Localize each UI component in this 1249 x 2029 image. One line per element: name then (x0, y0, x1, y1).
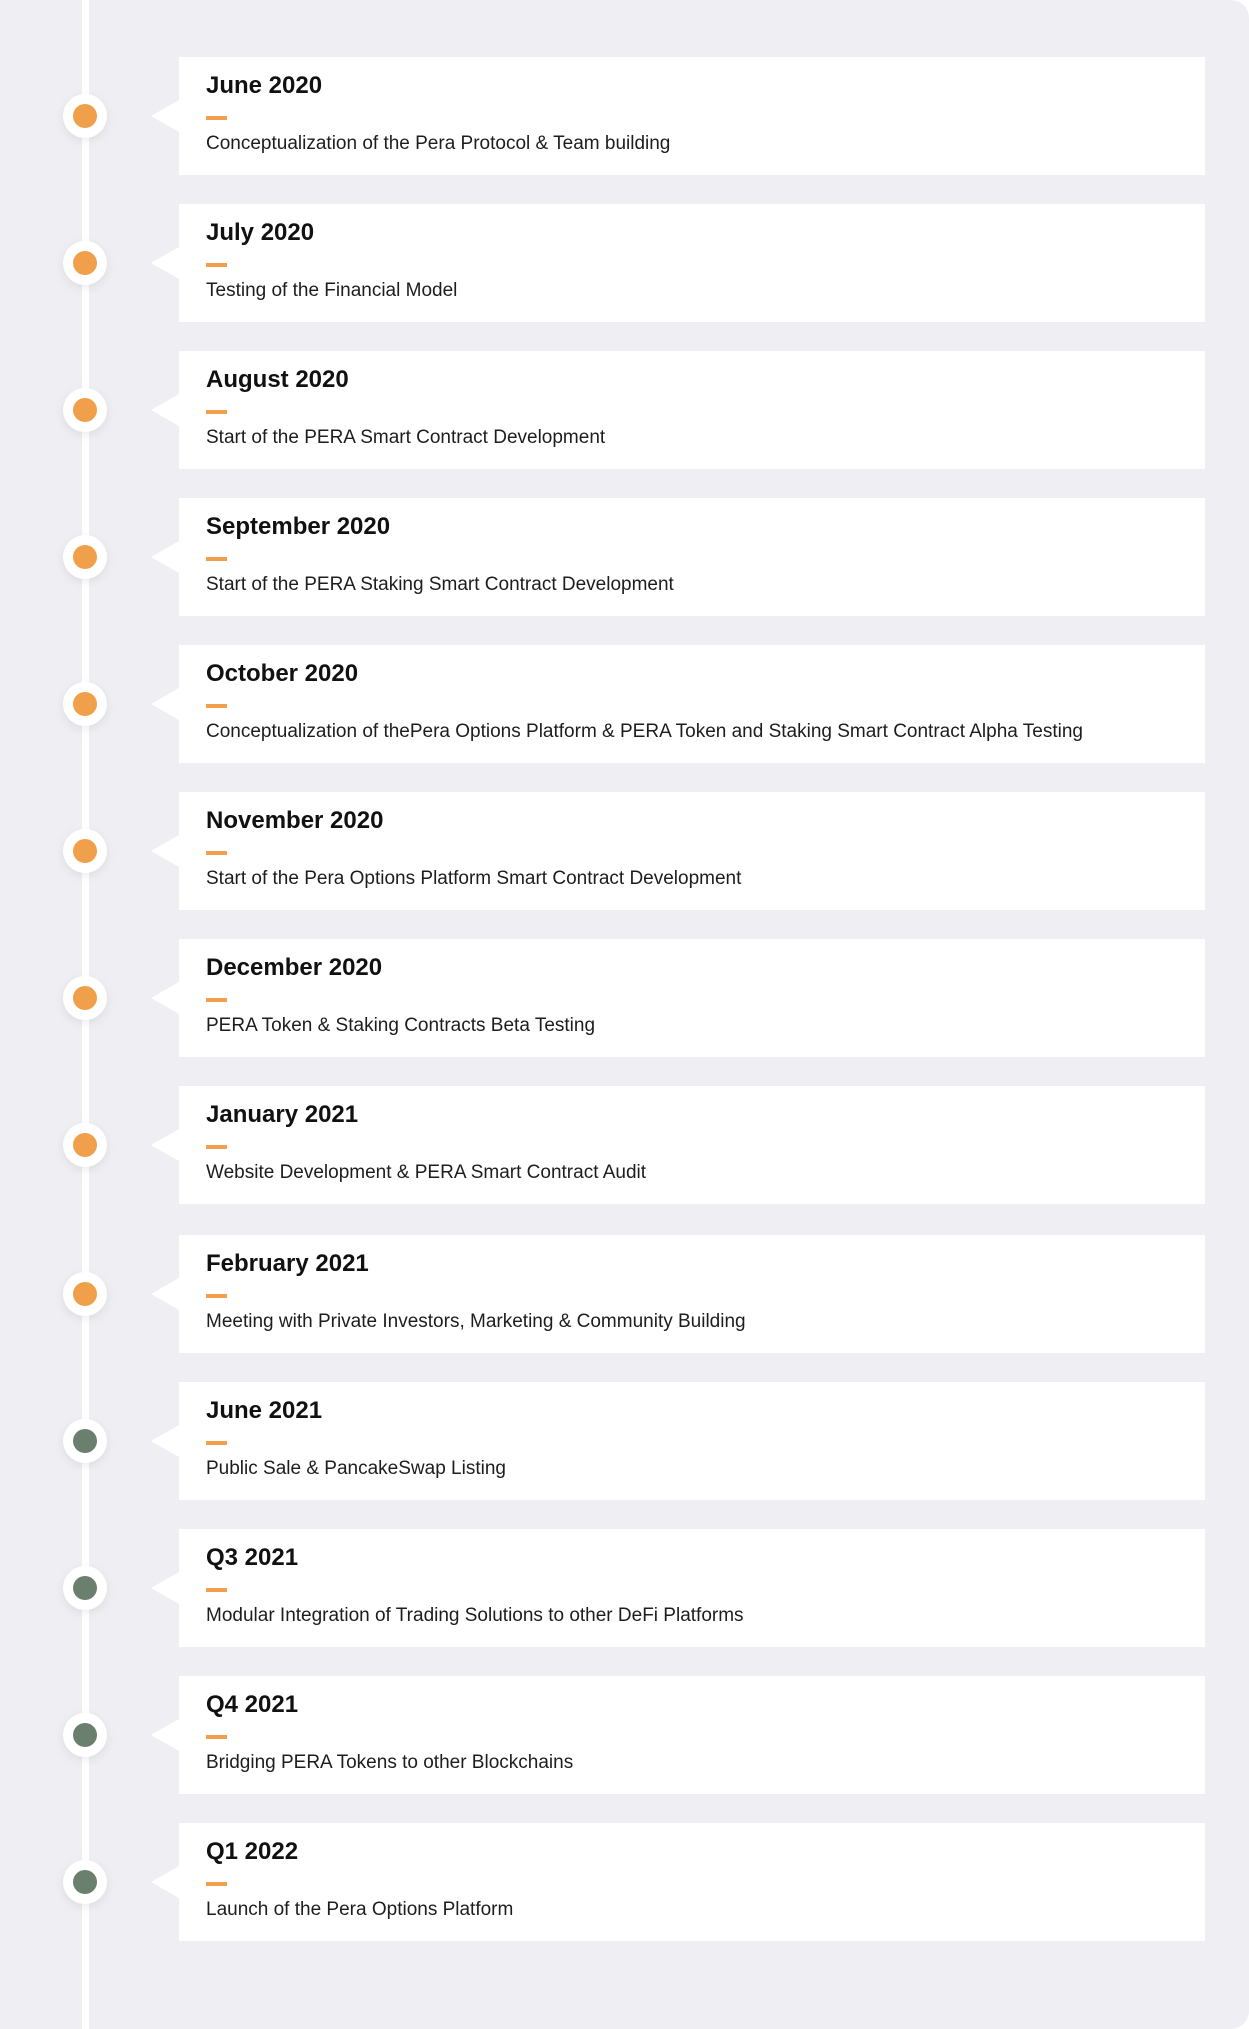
milestone (0, 1676, 1249, 1794)
accent-divider (206, 1882, 227, 1886)
milestone-description: Public Sale & PancakeSwap Listing (206, 1458, 506, 1479)
milestone-date: October 2020 (206, 660, 359, 687)
milestone-date: August 2020 (206, 366, 349, 393)
status-dot (73, 1723, 97, 1747)
timeline-node (63, 1272, 107, 1316)
accent-divider (206, 263, 227, 267)
status-dot (73, 251, 97, 275)
card-pointer (151, 394, 179, 426)
milestone-card (179, 57, 1205, 175)
milestone-description: Start of the Pera Options Platform Smart Contract Development (206, 868, 742, 889)
milestone (0, 1823, 1249, 1941)
card-pointer (151, 1866, 179, 1898)
accent-divider (206, 1735, 227, 1739)
status-dot (73, 1576, 97, 1600)
milestone-description: Conceptualization of the Pera Protocol & Team building (206, 133, 671, 154)
status-dot (73, 1282, 97, 1306)
milestone-date: July 2020 (206, 219, 315, 246)
timeline-node (63, 1123, 107, 1167)
milestone-card (179, 1823, 1205, 1941)
timeline-node (63, 1713, 107, 1757)
timeline-node (63, 388, 107, 432)
card-pointer (151, 247, 179, 279)
milestone-card (179, 204, 1205, 322)
accent-divider (206, 557, 227, 561)
timeline-node (63, 829, 107, 873)
milestone-description: Modular Integration of Trading Solutions to other DeFi Platforms (206, 1605, 744, 1626)
milestone-card (179, 645, 1205, 763)
card-pointer (151, 100, 179, 132)
timeline-node (63, 1419, 107, 1463)
milestone-description: PERA Token & Staking Contracts Beta Testing (206, 1015, 596, 1036)
status-dot (73, 986, 97, 1010)
accent-divider (206, 1145, 227, 1149)
accent-divider (206, 1294, 227, 1298)
milestone-card (179, 1235, 1205, 1353)
milestone-description: Testing of the Financial Model (206, 280, 458, 301)
accent-divider (206, 851, 227, 855)
milestone-date: December 2020 (206, 954, 383, 981)
milestone-date: September 2020 (206, 513, 391, 540)
status-dot (73, 545, 97, 569)
milestone (0, 792, 1249, 910)
milestone (0, 351, 1249, 469)
accent-divider (206, 998, 227, 1002)
timeline-node (63, 241, 107, 285)
card-pointer (151, 1572, 179, 1604)
milestone-description: Website Development & PERA Smart Contract Audit (206, 1162, 647, 1183)
status-dot (73, 1133, 97, 1157)
timeline-node (63, 535, 107, 579)
accent-divider (206, 704, 227, 708)
card-pointer (151, 1425, 179, 1457)
milestone-card (179, 498, 1205, 616)
milestone-date: June 2021 (206, 1397, 323, 1424)
milestone-date: November 2020 (206, 807, 384, 834)
status-dot (73, 1870, 97, 1894)
milestone-card (179, 1676, 1205, 1794)
milestone (0, 204, 1249, 322)
milestone-description: Conceptualization of thePera Options Platform & PERA Token and Staking Smart Contract Alpha Testing (206, 721, 1083, 742)
milestone (0, 1529, 1249, 1647)
card-pointer (151, 541, 179, 573)
status-dot (73, 839, 97, 863)
milestone-date: June 2020 (206, 72, 323, 99)
milestone (0, 57, 1249, 175)
milestone (0, 1235, 1249, 1353)
timeline-node (63, 1566, 107, 1610)
milestone (0, 1086, 1249, 1204)
milestone (0, 498, 1249, 616)
status-dot (73, 692, 97, 716)
timeline-node (63, 94, 107, 138)
card-pointer (151, 1278, 179, 1310)
milestone-card (179, 939, 1205, 1057)
milestone-description: Meeting with Private Investors, Marketing & Community Building (206, 1311, 746, 1332)
card-pointer (151, 982, 179, 1014)
milestone (0, 645, 1249, 763)
timeline-node (63, 976, 107, 1020)
accent-divider (206, 1441, 227, 1445)
timeline-node (63, 682, 107, 726)
status-dot (73, 104, 97, 128)
milestone-card (179, 792, 1205, 910)
card-pointer (151, 1719, 179, 1751)
milestone-description: Start of the PERA Staking Smart Contract Development (206, 574, 674, 595)
card-pointer (151, 1129, 179, 1161)
milestone-card (179, 1382, 1205, 1500)
milestone-description: Start of the PERA Smart Contract Development (206, 427, 606, 448)
card-pointer (151, 835, 179, 867)
milestone-card (179, 1086, 1205, 1204)
milestone (0, 1382, 1249, 1500)
milestone-date: February 2021 (206, 1250, 369, 1277)
accent-divider (206, 1588, 227, 1592)
milestone-date: Q1 2022 (206, 1838, 299, 1865)
status-dot (73, 1429, 97, 1453)
timeline-node (63, 1860, 107, 1904)
milestone-date: Q3 2021 (206, 1544, 299, 1571)
milestone-date: Q4 2021 (206, 1691, 299, 1718)
milestone (0, 939, 1249, 1057)
milestone-date: January 2021 (206, 1101, 359, 1128)
milestone-description: Launch of the Pera Options Platform (206, 1899, 514, 1920)
card-pointer (151, 688, 179, 720)
accent-divider (206, 116, 227, 120)
milestone-card (179, 351, 1205, 469)
milestone-description: Bridging PERA Tokens to other Blockchains (206, 1752, 574, 1773)
milestone-card (179, 1529, 1205, 1647)
accent-divider (206, 410, 227, 414)
status-dot (73, 398, 97, 422)
